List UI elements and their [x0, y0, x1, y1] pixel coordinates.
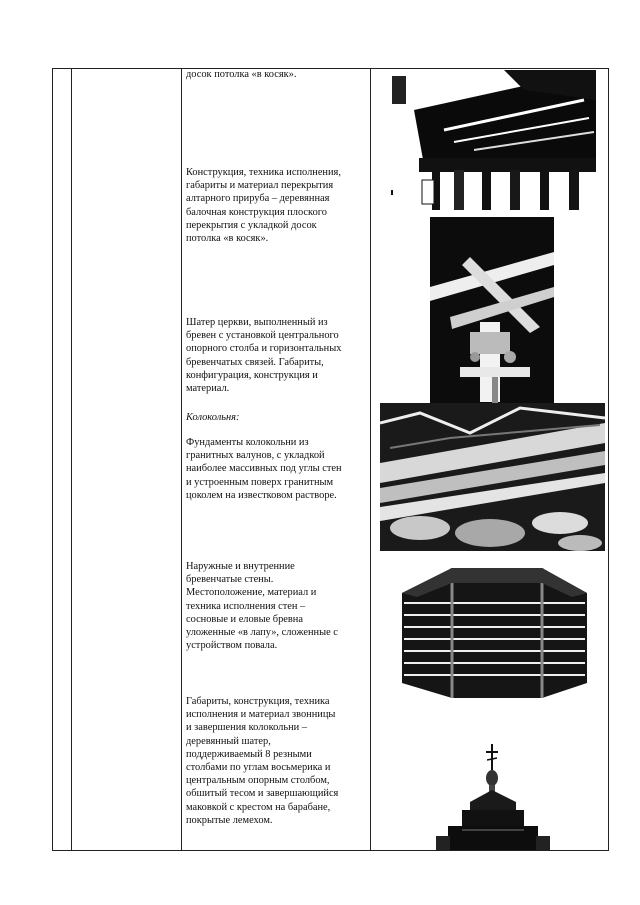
ceiling-photo	[384, 70, 596, 210]
table-column-divider-1	[71, 68, 72, 851]
description-text-5: Наружные и внутренние бревенчатые стены. Местоположение, материал и техника исполнения стен – сосновые и еловые бревна уложенные «в лапу», сложенные с устройством повала.	[186, 561, 338, 652]
description-text-6: Габариты, конструкция, техника исполнения и материал звонницы и завершения колокольни – деревянный шатер, поддерживаемый 8 резными столбами по углам восьмерика и центральным опорным столбом, обшитый тесом и завершающийся маковкой с крестом на барабане, покрытые лемехом.	[186, 696, 339, 826]
table-column-divider-3	[370, 68, 371, 851]
table-border-right	[608, 68, 609, 851]
table-column-divider-2	[181, 68, 182, 851]
tent-roof-photo	[430, 217, 554, 403]
description-text-3: Шатер церкви, выполненный из бревен с установкой центрального опорного столба и горизонтальных бревенчатых связей. Габариты, конфигурация, конструкция и материал.	[186, 317, 342, 395]
foundation-photo	[380, 403, 605, 551]
log-walls-photo	[392, 563, 592, 701]
table-border-left	[52, 68, 53, 851]
description-text-1: досок потолка «в косяк».	[186, 69, 297, 80]
description-text-2: Конструкция, техника исполнения, габариты и материал перекрытия алтарного прируба – деревянная балочная конструкция плоского перекрытия с укладкой досок потолка «в косяк».	[186, 167, 341, 245]
bell-tower-top-photo	[432, 740, 554, 850]
section-heading: Колокольня:	[186, 412, 240, 423]
table-bottom-border	[52, 850, 609, 851]
description-text-4: Фундаменты колокольни из гранитных валунов, с укладкой наиболее массивных под углы стен и устроенным поверх гранитным цоколем на известковом растворе.	[186, 437, 342, 501]
